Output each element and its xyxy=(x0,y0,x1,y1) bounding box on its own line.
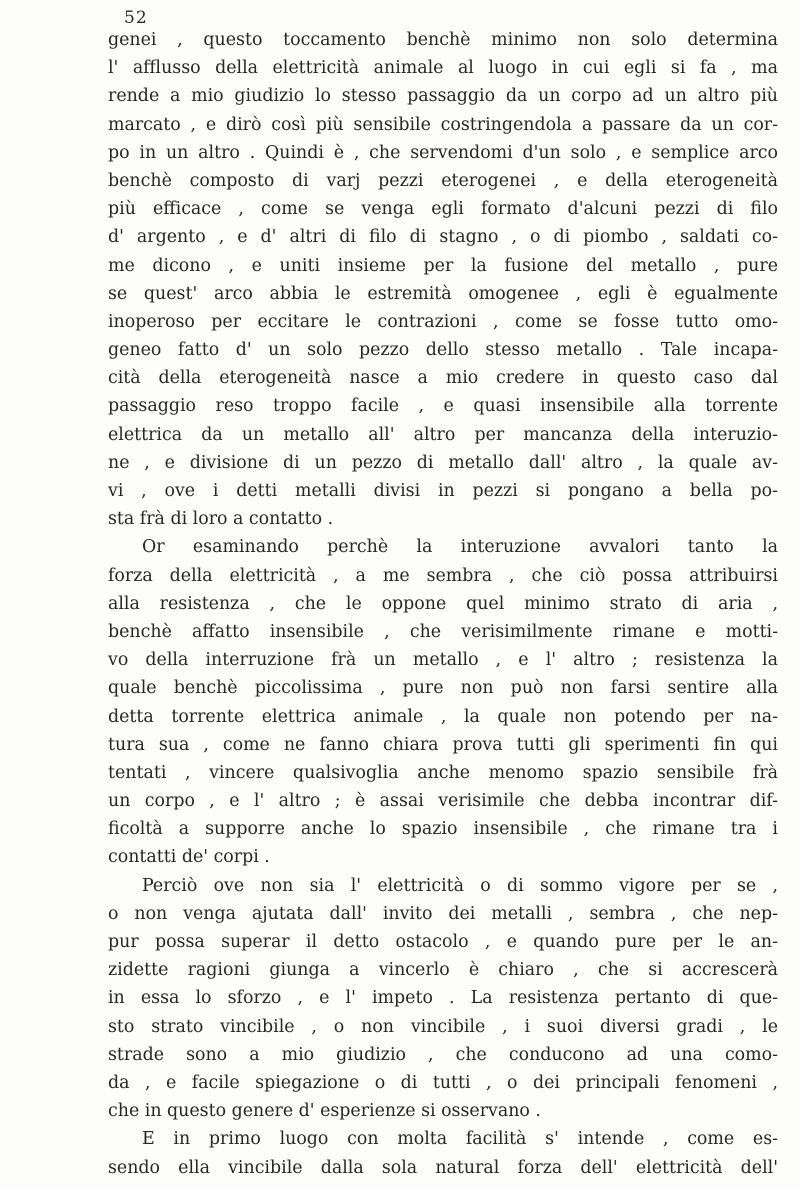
text-line: rende a mio giudizio lo stesso passaggio da un corpo ad un altro più xyxy=(108,86,778,107)
text-line: passaggio reso troppo facile , e quasi insensibile alla torrente xyxy=(108,396,778,417)
text-line: da , e facile spiegazione o di tutti , o dei principali fenomeni , xyxy=(108,1072,778,1093)
text-line: cità della eterogeneità nasce a mio credere in questo caso dal xyxy=(108,368,778,389)
text-line: detta torrente elettrica animale , la quale non potendo per na- xyxy=(108,706,778,727)
text-line: tentati , vincere qualsivoglia anche menomo spazio sensibile frà xyxy=(108,762,778,783)
text-line: l' afflusso della elettricità animale al luogo in cui egli si fa , ma xyxy=(108,58,778,79)
paragraph-start-line: Perciò ove non sia l' elettricità o di sommo vigore per se , xyxy=(142,875,778,896)
text-line: se quest' arco abbia le estremità omogenee , egli è egualmente xyxy=(108,283,778,304)
text-line: vo della interruzione frà un metallo , e l' altro ; resistenza la xyxy=(108,650,778,671)
text-line: strade sono a mio giudizio , che conducono ad una como- xyxy=(108,1044,778,1065)
text-line: zidette ragioni giunga a vincerlo è chiaro , che si accrescerà xyxy=(108,960,778,981)
text-line: benchè affatto insensibile , che verisimilmente rimane e motti- xyxy=(108,621,778,642)
text-line: quale benchè piccolissima , pure non può non farsi sentire alla xyxy=(108,678,778,699)
text-line: po in un altro . Quindi è , che servendomi d'un solo , e semplice arco xyxy=(108,142,778,163)
text-line: elettrica da un metallo all' altro per mancanza della interuzio- xyxy=(108,424,778,445)
paragraph-end-line: sta frà di loro a contatto . xyxy=(108,509,334,530)
text-line: benchè composto di varj pezzi eterogenei , e della eterogeneità xyxy=(108,170,778,191)
text-line: genei , questo toccamento benchè minimo non solo determina xyxy=(108,30,778,50)
text-line: alla resistenza , che le oppone quel minimo strato di aria , xyxy=(108,593,778,614)
text-line: ficoltà a supporre anche lo spazio insensibile , che rimane tra i xyxy=(108,819,778,840)
text-line: marcato , e dirò così più sensibile costringendola a passare da un cor- xyxy=(108,114,778,135)
paragraph-end-line: che in questo genere d' esperienze si osservano . xyxy=(108,1101,541,1122)
text-line: sendo ella vincibile dalla sola natural forza dell' elettricità dell' xyxy=(108,1157,778,1178)
paragraph-end-line: contatti de' corpi . xyxy=(108,847,270,868)
text-line: d' argento , e d' altri di filo di stagno , o di piombo , saldati co- xyxy=(108,227,778,248)
text-line: sto strato vincibile , o non vincibile , i suoi diversi gradi , le xyxy=(108,1016,778,1037)
text-line: forza della elettricità , a me sembra , che ciò possa attribuirsi xyxy=(108,565,778,586)
text-line: tura sua , come ne fanno chiara prova tutti gli sperimenti fin qui xyxy=(108,734,778,755)
text-line: più efficace , come se venga egli formato d'alcuni pezzi di filo xyxy=(108,199,778,220)
text-line: un corpo , e l' altro ; è assai verisimile che debba incontrar dif- xyxy=(108,791,778,812)
paragraph-start-line: Or esaminando perchè la interuzione avvalori tanto la xyxy=(142,537,778,558)
text-line: in essa lo sforzo , e l' impeto . La resistenza pertanto di que- xyxy=(108,988,778,1009)
text-line: geneo fatto d' un solo pezzo dello stesso metallo . Tale incapa- xyxy=(108,340,778,361)
text-line: o non venga ajutata dall' invito dei metalli , sembra , che nep- xyxy=(108,903,778,924)
text-line: ne , e divisione di un pezzo di metallo dall' altro , la quale av- xyxy=(108,452,778,473)
text-line: vi , ove i detti metalli divisi in pezzi si pongano a bella po- xyxy=(108,481,778,501)
text-line: pur possa superar il detto ostacolo , e quando pure per le an- xyxy=(108,932,778,952)
paragraph-start-line: E in primo luogo con molta facilità s' intende , come es- xyxy=(142,1129,778,1150)
body-text xyxy=(108,26,778,1182)
page-number: 52 xyxy=(124,8,148,28)
text-line: inoperoso per eccitare le contrazioni , come se fosse tutto omo- xyxy=(108,311,778,332)
text-line: me dicono , e uniti insieme per la fusione del metallo , pure xyxy=(108,255,778,276)
